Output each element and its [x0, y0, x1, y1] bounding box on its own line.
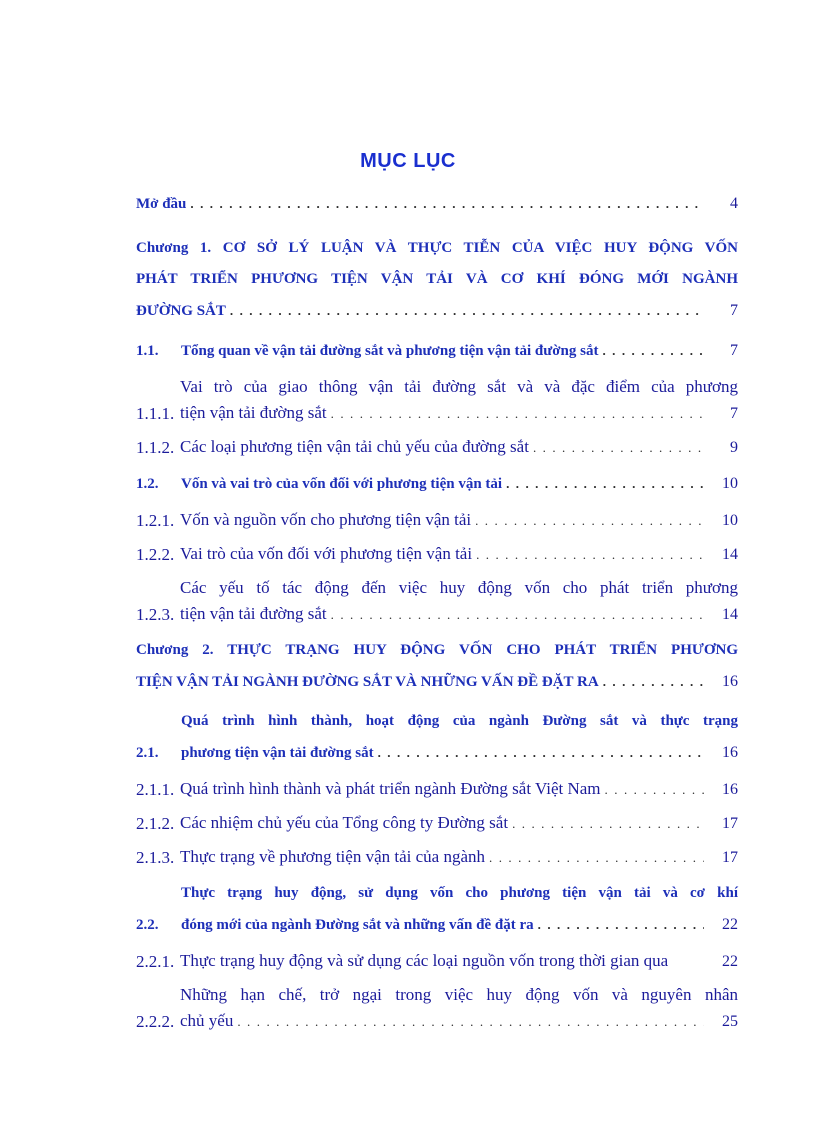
- dot-leader: [598, 335, 704, 366]
- toc-entry-chapter[interactable]: [136, 233, 738, 327]
- dot-leader: [599, 666, 704, 697]
- toc-entry-chapter[interactable]: [136, 635, 738, 698]
- toc-entry-line: Mở đầu: [136, 196, 187, 212]
- toc-entry-number: 2.1.: [136, 745, 159, 761]
- toc-entry-number: 1.2.3.: [136, 605, 175, 624]
- toc-entry-number: 1.2.2.: [136, 545, 175, 564]
- toc-entry-number: 2.2.1.: [136, 952, 175, 971]
- toc-page-number: 9: [730, 439, 738, 456]
- toc-page-number: 22: [722, 953, 738, 970]
- toc-entry-text: [180, 948, 738, 975]
- toc-entry-sub[interactable]: [136, 434, 738, 461]
- toc-page-number: 7: [730, 405, 738, 422]
- toc-entry-sub[interactable]: [136, 776, 738, 803]
- toc-entry-sub[interactable]: [136, 948, 738, 975]
- toc-page-number: 14: [722, 606, 738, 623]
- toc-page-number: 25: [722, 1013, 738, 1030]
- toc-entry-text: [180, 541, 738, 568]
- toc-entry-line: Vốn và vai trò của vốn đối với phương tiện vận tải: [181, 476, 503, 492]
- toc-entry-sub[interactable]: [136, 810, 738, 837]
- toc-entry-line: tiện vận tải đường sắt: [180, 403, 327, 422]
- toc-entry-line: Thực trạng về phương tiện vận tải của ngành: [180, 847, 485, 866]
- dot-leader: [186, 188, 704, 219]
- toc-entry-intro[interactable]: [136, 188, 738, 220]
- dot-leader: [471, 508, 704, 534]
- toc-entry-number: 2.1.3.: [136, 848, 175, 867]
- toc-entry-line: Quá trình hình thành, hoạt động của ngành Đường sắt và thực trạng: [181, 713, 738, 729]
- dot-leader: [534, 909, 704, 940]
- toc-entry-line: Các nhiệm chủ yếu của Tổng công ty Đường sắt: [180, 813, 509, 832]
- toc-page-number: 17: [722, 815, 738, 832]
- toc-entry-line: Vai trò của vốn đối với phương tiện vận tải: [180, 544, 473, 563]
- toc-entry-line: Thực trạng huy động, sử dụng vốn cho phương tiện vận tải và cơ khí: [181, 885, 738, 901]
- toc-entry-sub[interactable]: [136, 374, 738, 427]
- toc-entry-line: Tổng quan về vận tải đường sắt và phương tiện vận tải đường sắt: [181, 343, 599, 359]
- toc-entry-sub[interactable]: [136, 541, 738, 568]
- toc-entry-number: 1.1.2.: [136, 438, 175, 457]
- toc-entry-line: Các loại phương tiện vận tải chủ yếu của đường sắt: [180, 437, 529, 456]
- toc-page-number: 16: [722, 781, 738, 798]
- toc-entry-line: PHÁT TRIỂN PHƯƠNG TIỆN VẬN TẢI VÀ CƠ KHÍ ĐÓNG MỚI NGÀNH: [136, 271, 738, 287]
- toc-entry-number: 2.2.: [136, 917, 159, 933]
- dot-leader: [529, 435, 704, 461]
- dot-leader: [374, 737, 704, 768]
- toc-entry-section[interactable]: [136, 468, 738, 500]
- toc-entry-section[interactable]: [136, 878, 738, 941]
- toc-page-number: 7: [730, 302, 738, 319]
- toc-entry-text: [180, 844, 738, 871]
- toc-entry-text: [181, 878, 738, 941]
- dot-leader: [485, 845, 704, 871]
- toc-entry-sub[interactable]: [136, 507, 738, 534]
- toc-entry-text: [180, 810, 738, 837]
- dot-leader: [327, 401, 704, 427]
- toc-entry-line: đóng mới của ngành Đường sắt và những vấn đề đặt ra: [181, 917, 534, 933]
- toc-entry-text: [180, 434, 738, 461]
- toc-entry-line: Thực trạng huy động và sử dụng các loại nguồn vốn trong thời gian qua: [180, 951, 669, 970]
- toc-page-number: 10: [722, 475, 738, 492]
- toc-entry-line: Vai trò của giao thông vận tải đường sắt và và đặc điểm của phương: [180, 377, 738, 396]
- toc-title: MỤC LỤC: [360, 150, 456, 172]
- toc-entry-text: [136, 233, 738, 327]
- toc-entry-line: Chương 2. THỰC TRẠNG HUY ĐỘNG VỐN CHO PHÁT TRIỂN PHƯƠNG: [136, 642, 738, 658]
- toc-entry-sub[interactable]: [136, 844, 738, 871]
- toc-entry-line: Quá trình hình thành và phát triển ngành Đường sắt Việt Nam: [180, 779, 601, 798]
- toc-entry-text: [136, 635, 738, 698]
- toc-entry-line: ĐƯỜNG SẮT: [136, 303, 226, 319]
- toc-entry-line: Chương 1. CƠ SỞ LÝ LUẬN VÀ THỰC TIỄN CỦA VIỆC HUY ĐỘNG VỐN: [136, 240, 738, 256]
- dot-leader: [233, 1009, 704, 1035]
- toc-entry-text: [181, 335, 738, 367]
- toc-entry-number: 2.2.2.: [136, 1012, 175, 1031]
- toc-entry-number: 1.1.1.: [136, 404, 175, 423]
- toc-entry-text: [180, 507, 738, 534]
- toc-entry-section[interactable]: [136, 706, 738, 769]
- toc-entry-section[interactable]: [136, 335, 738, 367]
- toc-entry-line: phương tiện vận tải đường sắt: [181, 745, 374, 761]
- dot-leader: [327, 602, 704, 628]
- toc-entry-text: [181, 706, 738, 769]
- dot-leader: [472, 542, 704, 568]
- toc-entry-line: Vốn và nguồn vốn cho phương tiện vận tải: [180, 510, 472, 529]
- toc-page-number: 16: [722, 673, 738, 690]
- dot-leader: [601, 777, 704, 803]
- toc-entry-line: Những hạn chế, trở ngại trong việc huy động vốn và nguyên nhân: [180, 985, 738, 1004]
- toc-entry-number: 1.2.1.: [136, 511, 175, 530]
- toc-entry-line: chủ yếu: [180, 1011, 234, 1030]
- toc-entry-number: 1.2.: [136, 476, 159, 492]
- dot-leader: [508, 811, 704, 837]
- toc-entry-text: [181, 468, 738, 500]
- toc-entry-number: 2.1.1.: [136, 780, 175, 799]
- toc-entry-number: 2.1.2.: [136, 814, 175, 833]
- toc-page-number: 10: [722, 512, 738, 529]
- dot-leader: [226, 295, 704, 326]
- toc-entry-text: [180, 982, 738, 1035]
- toc-entry-line: Các yếu tố tác động đến việc huy động vốn cho phát triển phương: [180, 578, 738, 597]
- toc-entry-text: [136, 188, 738, 220]
- dot-leader: [502, 468, 704, 499]
- toc-page-number: 4: [730, 195, 738, 212]
- toc-page-number: 17: [722, 849, 738, 866]
- toc-entry-line: TIỆN VẬN TẢI NGÀNH ĐƯỜNG SẮT VÀ NHỮNG VẤN ĐỀ ĐẶT RA: [136, 674, 599, 690]
- toc-entry-number: 1.1.: [136, 343, 159, 359]
- toc-entry-line: tiện vận tải đường sắt: [180, 604, 327, 623]
- toc-page-number: 7: [730, 342, 738, 359]
- toc-page-number: 22: [722, 916, 738, 933]
- toc-entry-text: [180, 575, 738, 628]
- toc-page-number: 16: [722, 744, 738, 761]
- toc-entry-text: [180, 374, 738, 427]
- toc-page-number: 14: [722, 546, 738, 563]
- table-of-contents: [136, 188, 738, 1042]
- toc-entry-sub[interactable]: [136, 982, 738, 1035]
- toc-entry-text: [180, 776, 738, 803]
- toc-entry-sub[interactable]: [136, 575, 738, 628]
